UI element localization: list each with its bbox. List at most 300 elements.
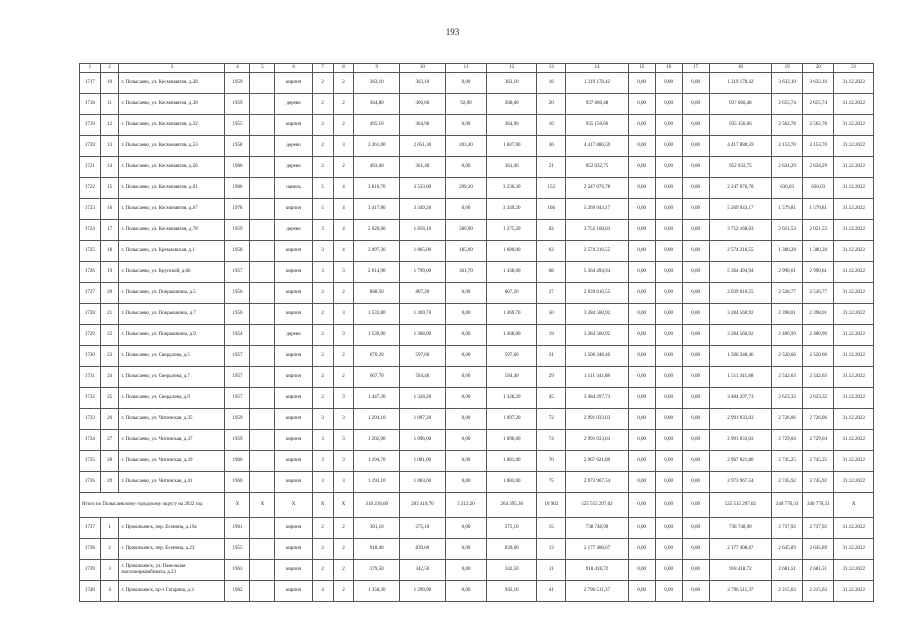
table-cell: 2 215,63 bbox=[772, 581, 803, 602]
table-cell: 275,10 bbox=[400, 518, 446, 539]
column-header: 11 bbox=[445, 64, 487, 73]
table-cell: 1 856,10 bbox=[400, 220, 446, 241]
table-cell: 1719 bbox=[80, 115, 101, 136]
table-row bbox=[80, 367, 874, 388]
table-cell: 0,00 bbox=[682, 136, 709, 157]
table-cell: 3 bbox=[312, 430, 333, 451]
table-cell: 0,00 bbox=[628, 262, 655, 283]
table-cell: 2 153,70 bbox=[803, 136, 834, 157]
table-cell: 2 400,99 bbox=[772, 325, 803, 346]
table-cell: 0,00 bbox=[655, 304, 682, 325]
table-cell: 0,00 bbox=[655, 262, 682, 283]
table-cell: 952 032,75 bbox=[566, 157, 628, 178]
table-cell: 10 bbox=[100, 73, 119, 94]
table-cell: 31.12.2022 bbox=[834, 283, 874, 304]
table-cell: 1740 bbox=[80, 581, 101, 602]
table-cell: 1957 bbox=[225, 367, 250, 388]
table-cell: 0,00 bbox=[445, 472, 487, 493]
table-cell: 597,60 bbox=[487, 346, 537, 367]
table-cell: 75 bbox=[537, 472, 566, 493]
table-cell: 403,60 bbox=[354, 157, 400, 178]
table-cell bbox=[250, 325, 275, 346]
table-cell: 0,00 bbox=[682, 199, 709, 220]
table-cell: 1722 bbox=[80, 178, 101, 199]
table-cell: 1 081,00 bbox=[487, 451, 537, 472]
table-cell: 1 380,28 bbox=[772, 241, 803, 262]
table-cell: 1718 bbox=[80, 94, 101, 115]
table-cell: 0,00 bbox=[682, 388, 709, 409]
table-cell: 29 bbox=[537, 367, 566, 388]
table-cell: дерево bbox=[275, 136, 312, 157]
table-cell: 1735 bbox=[80, 451, 101, 472]
address-cell: г. Полысаево, ул. Свердлова, д.7 bbox=[119, 367, 225, 388]
table-cell: 2 bbox=[333, 115, 354, 136]
table-cell: 0,00 bbox=[445, 388, 487, 409]
table-cell: 3 349,20 bbox=[400, 199, 446, 220]
table-cell: 2 991 033,03 bbox=[709, 409, 771, 430]
table-cell: 1 511 341,88 bbox=[709, 367, 771, 388]
table-cell: 2 021,53 bbox=[803, 220, 834, 241]
table-cell: 807,20 bbox=[487, 283, 537, 304]
table-cell: 166 bbox=[537, 199, 566, 220]
table-cell: 4 bbox=[333, 220, 354, 241]
table-cell: 0,00 bbox=[445, 518, 487, 539]
table-row bbox=[80, 199, 874, 220]
table-row bbox=[80, 560, 874, 581]
table-cell: 31.12.2022 bbox=[834, 518, 874, 539]
column-header: 17 bbox=[682, 64, 709, 73]
table-cell bbox=[250, 220, 275, 241]
table-cell: 45 bbox=[537, 388, 566, 409]
table-row bbox=[80, 388, 874, 409]
table-cell: 2 990,61 bbox=[803, 262, 834, 283]
table-cell: 0,00 bbox=[445, 560, 487, 581]
table-cell: 2 520,66 bbox=[772, 346, 803, 367]
table-cell: 0,00 bbox=[655, 136, 682, 157]
table-cell: 31 bbox=[537, 346, 566, 367]
table-cell: 22 bbox=[100, 325, 119, 346]
table-cell: 19 bbox=[537, 325, 566, 346]
table-cell: 1738 bbox=[80, 539, 101, 560]
table-cell: 31.12.2022 bbox=[834, 136, 874, 157]
table-cell: 31.12.2022 bbox=[834, 115, 874, 136]
table-cell bbox=[250, 388, 275, 409]
table-cell: 3 484 297,73 bbox=[709, 388, 771, 409]
table-cell: 31.12.2022 bbox=[834, 325, 874, 346]
table-cell: 2 634,29 bbox=[772, 157, 803, 178]
table-cell: 0,00 bbox=[655, 472, 682, 493]
table-cell: 342,50 bbox=[400, 560, 446, 581]
table-cell: 0,00 bbox=[655, 73, 682, 94]
table-cell: 2 261,00 bbox=[354, 136, 400, 157]
table-cell: 360,60 bbox=[400, 94, 446, 115]
table-cell: 0,00 bbox=[682, 115, 709, 136]
summary-cell: X bbox=[312, 493, 333, 518]
table-row bbox=[80, 430, 874, 451]
table-cell: 2 215,63 bbox=[803, 581, 834, 602]
table-cell: 5 364 494,94 bbox=[566, 262, 628, 283]
column-header: 21 bbox=[834, 64, 874, 73]
table-row bbox=[80, 178, 874, 199]
table-cell: 2 726,06 bbox=[772, 409, 803, 430]
table-cell bbox=[250, 539, 275, 560]
table-cell: 1 194,70 bbox=[354, 451, 400, 472]
table-cell: 1959 bbox=[225, 430, 250, 451]
address-cell: г. Прокопьевск, ул. Панельная масложиркомбината, д.23 bbox=[119, 560, 225, 581]
table-row bbox=[80, 304, 874, 325]
table-cell: 636,03 bbox=[772, 178, 803, 199]
table-cell: 1 096,00 bbox=[400, 430, 446, 451]
table-cell: 1 506 348,46 bbox=[709, 346, 771, 367]
table-cell: 1 294,10 bbox=[354, 409, 400, 430]
table-cell: 31.12.2022 bbox=[834, 367, 874, 388]
table-cell: 2 bbox=[333, 94, 354, 115]
table-cell: 379,50 bbox=[354, 560, 400, 581]
table-cell: 2 398,01 bbox=[772, 304, 803, 325]
table-cell: 3 bbox=[312, 262, 333, 283]
table-cell: 0,00 bbox=[655, 115, 682, 136]
table-cell: 1957 bbox=[225, 346, 250, 367]
table-cell: 2 020,60 bbox=[354, 220, 400, 241]
table-cell: 0,00 bbox=[682, 73, 709, 94]
table-cell: 2 562,78 bbox=[803, 115, 834, 136]
table-cell: 0,00 bbox=[445, 283, 487, 304]
table-cell: 92,00 bbox=[445, 94, 487, 115]
table-cell: 3 633,10 bbox=[803, 73, 834, 94]
column-header: 19 bbox=[772, 64, 803, 73]
table-cell: 3 417,80 bbox=[354, 199, 400, 220]
table-cell: 1 680,00 bbox=[487, 241, 537, 262]
column-header: 20 bbox=[803, 64, 834, 73]
table-cell: 0,00 bbox=[628, 220, 655, 241]
column-header: 5 bbox=[250, 64, 275, 73]
table-cell: 2 623,32 bbox=[772, 388, 803, 409]
summary-cell: 264 395,30 bbox=[487, 493, 537, 518]
table-cell: дерево bbox=[275, 220, 312, 241]
table-cell: кирпич bbox=[275, 451, 312, 472]
table-cell: 0,00 bbox=[628, 241, 655, 262]
table-cell: 1 275,20 bbox=[487, 220, 537, 241]
table-cell: 1 368,00 bbox=[400, 325, 446, 346]
table-cell: 2 973 967,54 bbox=[566, 472, 628, 493]
table-cell: 2 bbox=[333, 581, 354, 602]
table-cell: 3 752 168,03 bbox=[566, 220, 628, 241]
table-cell: 25 bbox=[100, 388, 119, 409]
table-cell: 26 bbox=[100, 409, 119, 430]
table-cell: кирпич bbox=[275, 304, 312, 325]
table-cell: 1963 bbox=[225, 560, 250, 581]
table-cell bbox=[250, 451, 275, 472]
summary-cell: 0,00 bbox=[655, 493, 682, 518]
table-cell: 2 bbox=[312, 73, 333, 94]
table-cell: 636,03 bbox=[803, 178, 834, 199]
table-cell: 1733 bbox=[80, 409, 101, 430]
table-cell: 5 bbox=[312, 178, 333, 199]
table-cell: 0,00 bbox=[445, 346, 487, 367]
table-cell: 1717 bbox=[80, 73, 101, 94]
table-cell: 0,00 bbox=[628, 518, 655, 539]
table-cell: 918 418,72 bbox=[566, 560, 628, 581]
table-cell: 2 745,25 bbox=[803, 451, 834, 472]
table-cell: 203,40 bbox=[445, 136, 487, 157]
table-cell: кирпич bbox=[275, 73, 312, 94]
table-cell: 1 081,00 bbox=[400, 451, 446, 472]
table-cell: 667,70 bbox=[354, 367, 400, 388]
table-cell: 0,00 bbox=[682, 262, 709, 283]
table-cell: 2 153,70 bbox=[772, 136, 803, 157]
table-cell: 0,00 bbox=[655, 581, 682, 602]
table-cell: дерево bbox=[275, 157, 312, 178]
table-row bbox=[80, 539, 874, 560]
table-row bbox=[80, 283, 874, 304]
table-cell: 935 156,66 bbox=[709, 115, 771, 136]
table-cell: 3 bbox=[312, 451, 333, 472]
table-cell: 2 039 610,55 bbox=[709, 283, 771, 304]
table-cell: 0,00 bbox=[655, 325, 682, 346]
table-cell: 1 319 178,42 bbox=[566, 73, 628, 94]
table-cell: 2 177 408,67 bbox=[566, 539, 628, 560]
table-cell: 1958 bbox=[225, 241, 250, 262]
table-cell: 405,10 bbox=[354, 115, 400, 136]
table-cell: 0,00 bbox=[445, 581, 487, 602]
address-cell: г. Полысаево, ул. Космонавтов, д.67 bbox=[119, 199, 225, 220]
table-cell: 11 bbox=[100, 94, 119, 115]
table-cell: 580,90 bbox=[445, 220, 487, 241]
table-cell: 301,10 bbox=[354, 518, 400, 539]
table-cell: 21 bbox=[100, 304, 119, 325]
table-cell: 1 bbox=[100, 518, 119, 539]
address-cell: г. Полысаево, ул. Космонавтов, д.61 bbox=[119, 178, 225, 199]
table-cell: 4 bbox=[333, 241, 354, 262]
column-header: 2 bbox=[100, 64, 119, 73]
table-cell: 24 bbox=[100, 367, 119, 388]
table-cell: 19 bbox=[100, 262, 119, 283]
table-cell: 1962 bbox=[225, 581, 250, 602]
address-cell: г. Прокопьевск, пер. Есенина, д.23 bbox=[119, 539, 225, 560]
table-row bbox=[80, 409, 874, 430]
table-cell: 0,00 bbox=[655, 178, 682, 199]
table-cell: 3 284 560,92 bbox=[709, 304, 771, 325]
table-cell: 1 328,20 bbox=[400, 388, 446, 409]
table-cell: 1 438,00 bbox=[487, 262, 537, 283]
table-cell: 31.12.2022 bbox=[834, 220, 874, 241]
table-cell: 0,00 bbox=[682, 241, 709, 262]
table-cell: 0,00 bbox=[628, 325, 655, 346]
table-cell: 16 bbox=[537, 115, 566, 136]
table-cell: 0,00 bbox=[628, 367, 655, 388]
table-cell: 29 bbox=[100, 472, 119, 493]
table-cell: 0,00 bbox=[682, 472, 709, 493]
table-cell: 2 542,63 bbox=[803, 367, 834, 388]
table-cell: 5 364 494,94 bbox=[709, 262, 771, 283]
table-cell: 0,00 bbox=[628, 283, 655, 304]
address-cell: г. Полысаево, ул. Свердлова, д.5 bbox=[119, 346, 225, 367]
table-cell: 2 bbox=[312, 539, 333, 560]
table-cell: 918,40 bbox=[354, 539, 400, 560]
table-cell: 31.12.2022 bbox=[834, 178, 874, 199]
table-cell: 1 539,00 bbox=[354, 325, 400, 346]
table-cell: 0,00 bbox=[682, 325, 709, 346]
table-cell bbox=[250, 199, 275, 220]
table-cell: 1 511 341,88 bbox=[566, 367, 628, 388]
column-header: 7 bbox=[312, 64, 333, 73]
table-cell: 4 bbox=[100, 581, 119, 602]
table-cell: 2 247 076,78 bbox=[566, 178, 628, 199]
table-cell: 1954 bbox=[225, 325, 250, 346]
table-cell: 2 bbox=[312, 94, 333, 115]
table-cell: 597,60 bbox=[400, 346, 446, 367]
address-cell: г. Полысаево, ул. Космонавтов, д.32 bbox=[119, 115, 225, 136]
table-cell: 2 177 408,67 bbox=[709, 539, 771, 560]
table-cell: 70 bbox=[537, 451, 566, 472]
table-cell: 0,00 bbox=[655, 283, 682, 304]
table-cell: 4 bbox=[312, 581, 333, 602]
table-cell: 1957 bbox=[225, 262, 250, 283]
table-cell: 0,00 bbox=[655, 367, 682, 388]
table-cell: 2 520,66 bbox=[803, 346, 834, 367]
table-cell: 1 380,28 bbox=[803, 241, 834, 262]
table-cell: 0,00 bbox=[628, 388, 655, 409]
table-cell: 1 097,20 bbox=[487, 409, 537, 430]
column-header: 10 bbox=[400, 64, 446, 73]
table-cell: 943,10 bbox=[487, 581, 537, 602]
table-row bbox=[80, 581, 874, 602]
table-cell: кирпич bbox=[275, 430, 312, 451]
table-cell: 2 645,89 bbox=[772, 539, 803, 560]
table-cell: 2 bbox=[312, 283, 333, 304]
table-cell: 0,00 bbox=[682, 157, 709, 178]
address-cell: г. Полысаево, ул. Космонавтов, д.78 bbox=[119, 220, 225, 241]
table-cell: 3 bbox=[333, 136, 354, 157]
table-cell: 2 bbox=[100, 539, 119, 560]
table-cell: 3 bbox=[333, 304, 354, 325]
table-cell: 2 bbox=[333, 283, 354, 304]
table-cell: 361,40 bbox=[400, 157, 446, 178]
column-header: 9 bbox=[354, 64, 400, 73]
table-cell: 0,00 bbox=[655, 241, 682, 262]
table-cell: 937 660,48 bbox=[709, 94, 771, 115]
table-cell: 2 745,92 bbox=[803, 472, 834, 493]
summary-cell: 0,00 bbox=[628, 493, 655, 518]
table-cell: 839,60 bbox=[487, 539, 537, 560]
table-cell: 3 bbox=[333, 472, 354, 493]
table-cell: 3 bbox=[333, 451, 354, 472]
table-cell: 363,10 bbox=[400, 73, 446, 94]
table-cell: 268,60 bbox=[487, 94, 537, 115]
table-cell bbox=[250, 346, 275, 367]
table-cell: 1729 bbox=[80, 325, 101, 346]
table-cell: 2 bbox=[312, 346, 333, 367]
summary-cell: 310 218,60 bbox=[354, 493, 400, 518]
table-cell: 3 349,20 bbox=[487, 199, 537, 220]
table-cell: 2 247 076,78 bbox=[709, 178, 771, 199]
table-cell: 31.12.2022 bbox=[834, 94, 874, 115]
table-cell: 1 533,80 bbox=[354, 304, 400, 325]
table-cell: 31.12.2022 bbox=[834, 346, 874, 367]
table-cell: кирпич bbox=[275, 539, 312, 560]
table-cell: 0,00 bbox=[445, 430, 487, 451]
table-row bbox=[80, 94, 874, 115]
table-cell: 2 726,06 bbox=[803, 409, 834, 430]
table-cell: кирпич bbox=[275, 472, 312, 493]
table-cell: 0,00 bbox=[655, 220, 682, 241]
table-cell: 364,80 bbox=[354, 94, 400, 115]
table-cell: 0,00 bbox=[655, 430, 682, 451]
table-cell: 670,20 bbox=[354, 346, 400, 367]
table-cell: 4 417 880,59 bbox=[566, 136, 628, 157]
table-cell: 2 bbox=[312, 157, 333, 178]
table-cell: 3 633,10 bbox=[772, 73, 803, 94]
table-cell: 1734 bbox=[80, 430, 101, 451]
table-cell bbox=[250, 73, 275, 94]
table-row bbox=[80, 241, 874, 262]
table-cell: 1956 bbox=[225, 283, 250, 304]
table-cell: 2 681,51 bbox=[772, 560, 803, 581]
table-cell: 0,00 bbox=[682, 367, 709, 388]
table-cell: 1959 bbox=[225, 409, 250, 430]
table-cell: 2 039 610,55 bbox=[566, 283, 628, 304]
table-row bbox=[80, 472, 874, 493]
table-cell: 152 bbox=[537, 178, 566, 199]
table-cell: 2 973 967,54 bbox=[709, 472, 771, 493]
table-cell: 13 bbox=[100, 136, 119, 157]
table-cell: 2 bbox=[333, 518, 354, 539]
table-cell bbox=[250, 409, 275, 430]
address-cell: г. Полысаево, ул. Читинская, д.41 bbox=[119, 472, 225, 493]
table-cell: 1721 bbox=[80, 157, 101, 178]
table-row bbox=[80, 451, 874, 472]
table-cell: 2 623,32 bbox=[803, 388, 834, 409]
table-cell: 0,00 bbox=[655, 94, 682, 115]
table-cell: 952 032,75 bbox=[709, 157, 771, 178]
table-cell: 50 bbox=[537, 304, 566, 325]
table-cell: 23 bbox=[100, 346, 119, 367]
address-cell: г. Полысаево, ул. Кремлевская, д.1 bbox=[119, 241, 225, 262]
table-cell: 0,00 bbox=[628, 178, 655, 199]
table-cell: 3 752 168,03 bbox=[709, 220, 771, 241]
table-cell: 2 729,04 bbox=[803, 430, 834, 451]
table-cell: кирпич bbox=[275, 283, 312, 304]
table-cell bbox=[250, 304, 275, 325]
table-cell: 2 398,01 bbox=[803, 304, 834, 325]
table-cell: 2 655,74 bbox=[772, 94, 803, 115]
table-cell: 31.12.2022 bbox=[834, 430, 874, 451]
table-cell: 3 bbox=[333, 325, 354, 346]
table-cell bbox=[250, 241, 275, 262]
table-cell: 17 bbox=[100, 220, 119, 241]
table-cell: 1959 bbox=[225, 94, 250, 115]
table-cell: 1960 bbox=[225, 472, 250, 493]
table-cell: 2 574 216,55 bbox=[709, 241, 771, 262]
table-cell: 363,10 bbox=[487, 73, 537, 94]
table-cell: 1 847,90 bbox=[487, 136, 537, 157]
table-cell: 74 bbox=[537, 430, 566, 451]
table-cell: 0,00 bbox=[682, 220, 709, 241]
table-cell bbox=[250, 430, 275, 451]
table-cell: 0,00 bbox=[655, 346, 682, 367]
table-cell: 1960 bbox=[225, 157, 250, 178]
table-cell: 1958 bbox=[225, 136, 250, 157]
table-cell: 2 400,99 bbox=[803, 325, 834, 346]
address-cell: г. Полысаево, ул. Свердлова, д.9 bbox=[119, 388, 225, 409]
table-cell: 0,00 bbox=[445, 115, 487, 136]
summary-cell: 10 902 bbox=[537, 493, 566, 518]
table-cell bbox=[250, 283, 275, 304]
table-cell: 1 799,00 bbox=[400, 262, 446, 283]
table-cell: 2 bbox=[312, 518, 333, 539]
table-cell: 41 bbox=[537, 581, 566, 602]
summary-cell: X bbox=[333, 493, 354, 518]
